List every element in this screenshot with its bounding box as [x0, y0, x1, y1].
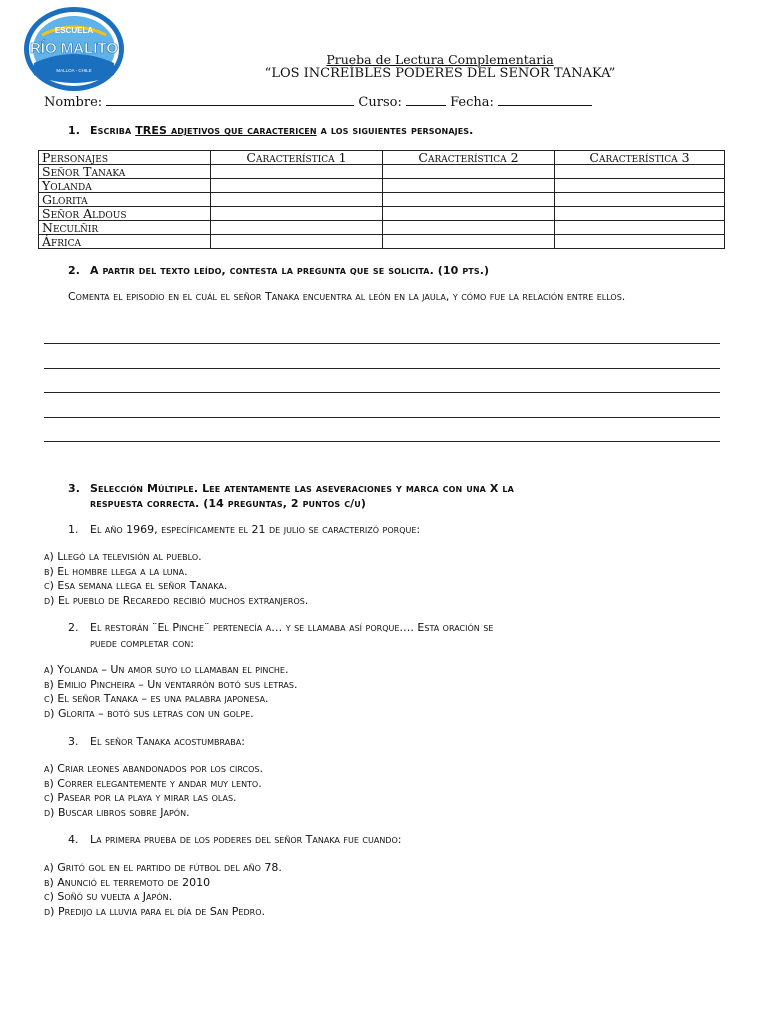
answer-cell[interactable] — [383, 179, 555, 193]
mc-option[interactable]: a) Yolanda – Un amor suyo lo llamaban el pinche. — [44, 663, 289, 676]
mc-option[interactable]: c) Esa semana llega el señor Tanaka. — [44, 579, 228, 592]
table-row — [39, 193, 725, 207]
mc-options-4 — [44, 861, 282, 919]
answer-cell[interactable] — [383, 193, 555, 207]
answer-cell[interactable] — [555, 165, 725, 179]
school-logo — [20, 5, 128, 95]
answer-cell[interactable] — [555, 179, 725, 193]
answer-cell[interactable] — [555, 193, 725, 207]
mc-question-3: 3. El señor Tanaka acostumbraba: — [68, 735, 245, 748]
answer-cell[interactable] — [211, 235, 383, 249]
mc-option[interactable]: b) Correr elegantemente y andar muy lento. — [44, 776, 262, 790]
table-row — [39, 179, 725, 193]
course-field[interactable] — [406, 93, 446, 106]
mc-option[interactable]: d) El pueblo de Recaredo recibió muchos extranjeros. — [44, 593, 309, 607]
answer-cell[interactable] — [211, 207, 383, 221]
mc-question-4: 4. La primera prueba de los poderes del señor Tanaka fue cuando: — [68, 833, 402, 846]
mc-option[interactable]: c) Soñó su vuelta a Japón. — [44, 890, 173, 903]
answer-line[interactable] — [44, 392, 720, 393]
mc-option[interactable]: d) Glorita – botó sus letras con un golpe. — [44, 706, 254, 720]
mc-option[interactable]: b) Anunció el terremoto de 2010 — [44, 875, 211, 889]
character-name: Señor Aldous — [39, 207, 211, 221]
answer-cell[interactable] — [555, 221, 725, 235]
table-header: Personajes — [39, 151, 211, 165]
mc-option[interactable]: d) Buscar libros sobre Japón. — [44, 805, 190, 819]
table-row — [39, 235, 725, 249]
logo-text-malloa: MALLOA - CHILE — [56, 68, 92, 73]
answer-cell[interactable] — [211, 221, 383, 235]
answer-cell[interactable] — [383, 207, 555, 221]
characters-table — [38, 150, 725, 249]
table-header: Característica 1 — [211, 151, 383, 165]
mc-option[interactable]: d) Predijo la lluvia para el día de San Pedro. — [44, 904, 265, 918]
mc-question-1: 1. El año 1969, específicamente el 21 de julio se caracterizó porque: — [68, 523, 421, 536]
answer-cell[interactable] — [383, 221, 555, 235]
mc-option[interactable]: a) Llegó la televisión al pueblo. — [44, 550, 202, 563]
character-name: África — [39, 235, 211, 249]
mc-option[interactable]: c) El señor Tanaka – es una palabra japonesa. — [44, 692, 269, 705]
character-name: Yolanda — [39, 179, 211, 193]
book-title: “LOS INCREÍBLES PODERES DEL SEÑOR TANAKA” — [264, 66, 616, 81]
mc-option[interactable]: b) El hombre llega a la luna. — [44, 564, 188, 578]
student-info-line — [44, 93, 592, 110]
exam-title: Prueba de Lectura Complementaria — [326, 52, 554, 67]
answer-line[interactable] — [44, 417, 720, 418]
answer-line[interactable] — [44, 343, 720, 344]
mc-option[interactable]: c) Pasear por la playa y mirar las olas. — [44, 791, 237, 804]
mc-options-3 — [44, 762, 263, 820]
name-field[interactable] — [106, 93, 354, 106]
table-row — [39, 221, 725, 235]
mc-option[interactable]: b) Emilio Pincheira – Un ventarrón botó sus letras. — [44, 677, 298, 691]
mc-option[interactable]: a) Criar leones abandonados por los circos. — [44, 762, 263, 775]
answer-cell[interactable] — [383, 235, 555, 249]
answer-cell[interactable] — [211, 179, 383, 193]
table-header-row — [39, 151, 725, 165]
answer-cell[interactable] — [383, 165, 555, 179]
question-2-title: 2. A partir del texto leído, contesta la pregunta que se solicita. (10 pts.) — [68, 264, 490, 277]
mc-question-2: 2. El restorán ¨El Pinche¨ pertenecía a… y se llamaba así porque…. Esta oración se puede completar con: — [68, 621, 494, 650]
mc-options-2 — [44, 663, 297, 721]
answer-cell[interactable] — [555, 207, 725, 221]
name-label: Nombre: — [44, 95, 103, 110]
question-3-title: 3. Selección Múltiple. Lee atentamente las aseveraciones y marca con una X la respuesta correcta. (14 preguntas, 2 puntos c/u) — [68, 482, 514, 510]
course-label: Curso: — [358, 95, 402, 110]
character-name: Señor Tanaka — [39, 165, 211, 179]
answer-cell[interactable] — [211, 165, 383, 179]
character-name: Glorita — [39, 193, 211, 207]
table-row — [39, 165, 725, 179]
date-field[interactable] — [498, 93, 592, 106]
logo-text-escuela: ESCUELA — [54, 26, 94, 35]
character-name: Neculñir — [39, 221, 211, 235]
answer-line[interactable] — [44, 441, 720, 442]
question-2-prompt: Comenta el episodio en el cuál el señor Tanaka encuentra al león en la jaula, y cómo fue la relación entre ellos. — [68, 290, 626, 303]
question-1-title: 1. Escriba TRES adjetivos que caractericen a los siguientes personajes. — [68, 124, 474, 137]
mc-options-1 — [44, 550, 308, 608]
logo-text-rio-malito: RÍO MALITO — [29, 40, 119, 57]
answer-cell[interactable] — [555, 235, 725, 249]
date-label: Fecha: — [450, 95, 494, 110]
answer-line[interactable] — [44, 368, 720, 369]
table-row — [39, 207, 725, 221]
table-header: Característica 3 — [555, 151, 725, 165]
table-header: Característica 2 — [383, 151, 555, 165]
mc-option[interactable]: a) Gritó gol en el partido de fútbol del año 78. — [44, 861, 282, 874]
answer-cell[interactable] — [211, 193, 383, 207]
